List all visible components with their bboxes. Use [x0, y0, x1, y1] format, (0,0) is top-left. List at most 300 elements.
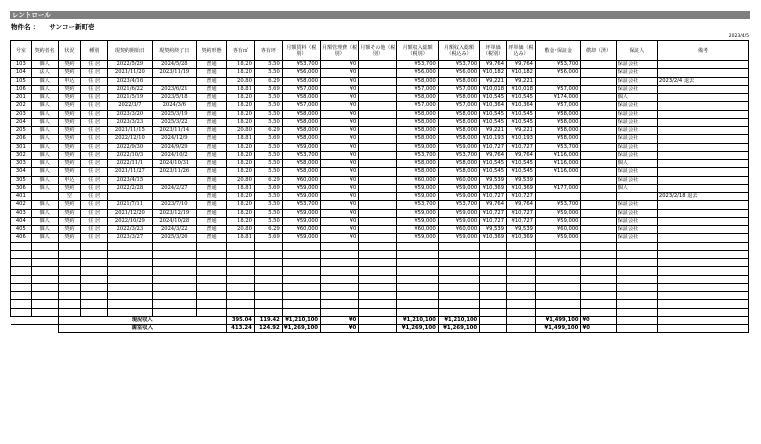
table-cell: 5.50 [254, 110, 282, 118]
table-cell: ¥58,000 [438, 110, 479, 118]
totals-cell: 119.42 [254, 316, 282, 324]
table-cell: 2021/11/27 [108, 168, 152, 176]
table-cell [397, 275, 438, 283]
table-cell: ¥59,000 [282, 217, 320, 225]
table-cell [657, 135, 748, 143]
column-header: 月額賃料（税別） [282, 41, 320, 61]
table-cell [359, 118, 397, 126]
column-header: 備考 [657, 41, 748, 61]
table-cell: 203 [11, 110, 32, 118]
table-cell [31, 193, 58, 201]
table-cell [359, 94, 397, 102]
table-cell: ¥58,000 [397, 135, 438, 143]
table-cell [507, 292, 536, 300]
table-cell [11, 283, 32, 291]
table-cell: 保証会社 [616, 226, 657, 234]
table-cell [657, 234, 748, 242]
table-cell [359, 176, 397, 184]
table-cell [58, 292, 81, 300]
column-header: 契約形態 [197, 41, 227, 61]
table-cell [197, 259, 227, 267]
table-cell: ¥10,545 [480, 118, 507, 126]
table-cell [581, 275, 616, 283]
table-cell [31, 267, 58, 275]
property-label: 物件名 ： [11, 23, 40, 31]
table-cell [152, 77, 196, 85]
table-cell: ¥0 [321, 77, 359, 85]
table-cell [480, 250, 507, 258]
table-cell: 空 [58, 193, 81, 201]
table-cell: ¥9,764 [480, 61, 507, 69]
table-cell: ¥0 [321, 102, 359, 110]
empty-row [11, 242, 749, 250]
table-cell [254, 283, 282, 291]
table-cell: ¥59,000 [438, 193, 479, 201]
table-cell [152, 308, 196, 316]
table-cell [535, 250, 580, 258]
table-cell: 住 居 [81, 127, 108, 135]
table-cell: ¥0 [321, 168, 359, 176]
table-cell [108, 308, 152, 316]
table-cell [81, 259, 108, 267]
table-cell [657, 102, 748, 110]
table-cell: ¥9,539 [507, 226, 536, 234]
empty-row [11, 259, 749, 267]
table-cell: ¥58,000 [282, 127, 320, 135]
table-cell [616, 259, 657, 267]
table-cell [359, 168, 397, 176]
table-cell: 306 [11, 184, 32, 192]
table-cell [657, 184, 748, 192]
table-cell: ¥58,000 [438, 127, 479, 135]
column-header: 敷金･保証金 [535, 41, 580, 61]
table-cell [657, 110, 748, 118]
table-cell: 2023/4/15 [108, 176, 152, 184]
table-cell [616, 250, 657, 258]
table-cell: 保証会社 [616, 127, 657, 135]
table-cell: 2024/12/9 [152, 135, 196, 143]
table-cell: ¥58,000 [535, 135, 580, 143]
table-cell: 106 [11, 85, 32, 93]
table-cell: ¥0 [321, 118, 359, 126]
table-cell: 18.20 [226, 102, 254, 110]
table-cell: 5.50 [254, 143, 282, 151]
table-cell: 406 [11, 234, 32, 242]
column-header: 種別 [81, 41, 108, 61]
table-cell: ¥10,727 [507, 209, 536, 217]
table-cell [359, 160, 397, 168]
table-cell: ¥60,000 [535, 226, 580, 234]
table-cell: 住 居 [81, 209, 108, 217]
table-cell: 18.20 [226, 69, 254, 77]
table-cell [581, 69, 616, 77]
table-cell [226, 259, 254, 267]
table-cell [321, 308, 359, 316]
table-cell [535, 292, 580, 300]
table-cell: 普通 [197, 226, 227, 234]
table-cell: 303 [11, 160, 32, 168]
table-row [11, 102, 749, 110]
table-cell: 18.20 [226, 143, 254, 151]
totals-cell [657, 316, 748, 324]
table-cell: ¥57,000 [397, 102, 438, 110]
table-cell: 保証会社 [616, 110, 657, 118]
table-cell: 普通 [197, 160, 227, 168]
column-header: 坪単価（税別） [480, 41, 507, 61]
table-cell [535, 242, 580, 250]
table-row [11, 118, 749, 126]
table-cell [581, 283, 616, 291]
table-cell: ¥9,221 [480, 127, 507, 135]
table-cell: 契約 [58, 127, 81, 135]
table-row [11, 85, 749, 93]
table-cell: 5.50 [254, 168, 282, 176]
table-cell [321, 283, 359, 291]
table-cell: ¥58,000 [438, 160, 479, 168]
table-cell: 住 居 [81, 184, 108, 192]
table-cell [108, 267, 152, 275]
table-cell [581, 234, 616, 242]
table-cell [657, 300, 748, 308]
table-cell [581, 135, 616, 143]
table-cell: 2023/3/27 [108, 234, 152, 242]
totals-cell [507, 316, 536, 324]
table-cell: 住 居 [81, 135, 108, 143]
table-cell: ¥58,000 [438, 94, 479, 102]
table-cell: 個人 [616, 94, 657, 102]
table-cell: ¥10,364 [480, 102, 507, 110]
table-cell [657, 69, 748, 77]
table-cell [581, 308, 616, 316]
empty-row [11, 292, 749, 300]
table-cell [282, 283, 320, 291]
table-cell [282, 275, 320, 283]
table-cell: 住 居 [81, 160, 108, 168]
table-cell [321, 242, 359, 250]
table-cell [397, 283, 438, 291]
table-cell: 18.81 [226, 135, 254, 143]
totals-cell: 現況収入 [58, 316, 226, 324]
table-cell [58, 267, 81, 275]
table-cell: ¥0 [321, 69, 359, 77]
table-cell [397, 259, 438, 267]
column-header: 月額収入総額（税別） [397, 41, 438, 61]
table-cell [657, 283, 748, 291]
table-cell: ¥0 [321, 226, 359, 234]
table-cell: ¥10,727 [480, 209, 507, 217]
empty-row [11, 267, 749, 275]
table-cell [152, 193, 196, 201]
table-cell: ¥60,000 [438, 176, 479, 184]
table-cell: ¥58,000 [397, 160, 438, 168]
table-cell [616, 267, 657, 275]
table-cell [581, 259, 616, 267]
table-row [11, 77, 749, 85]
table-cell [359, 193, 397, 201]
table-cell: ¥59,000 [397, 234, 438, 242]
table-cell: ¥0 [321, 201, 359, 209]
table-cell: ¥57,000 [438, 85, 479, 93]
table-cell: 2025/3/22 [152, 118, 196, 126]
table-cell [438, 242, 479, 250]
table-cell: ¥0 [321, 184, 359, 192]
table-cell [581, 292, 616, 300]
table-cell [581, 127, 616, 135]
table-cell [480, 242, 507, 250]
table-cell: ¥53,700 [438, 61, 479, 69]
table-cell [11, 275, 32, 283]
table-cell [321, 259, 359, 267]
table-cell: ¥116,000 [535, 168, 580, 176]
table-cell [359, 275, 397, 283]
property-name: サンコー新町壱 [49, 23, 95, 31]
table-cell: 普通 [197, 151, 227, 159]
table-cell: ¥59,000 [438, 184, 479, 192]
totals-cell [31, 325, 58, 333]
table-cell: ¥9,764 [480, 151, 507, 159]
table-cell [226, 300, 254, 308]
table-cell [657, 160, 748, 168]
table-cell [616, 193, 657, 201]
table-cell: 個人 [31, 118, 58, 126]
table-cell: 2022/2/28 [108, 184, 152, 192]
table-cell: ¥53,700 [397, 61, 438, 69]
table-cell: 2022/3/23 [108, 226, 152, 234]
table-cell [359, 85, 397, 93]
table-cell: 個人 [31, 160, 58, 168]
table-cell: ¥57,000 [535, 85, 580, 93]
table-cell: 保証会社 [616, 143, 657, 151]
table-cell: 18.81 [226, 184, 254, 192]
table-cell: 2021/12/20 [108, 209, 152, 217]
table-cell [438, 275, 479, 283]
table-cell: 個人 [31, 217, 58, 225]
table-cell: 205 [11, 127, 32, 135]
table-cell [535, 275, 580, 283]
table-cell: ¥58,000 [282, 135, 320, 143]
table-cell [282, 300, 320, 308]
table-cell: 2025/3/26 [152, 234, 196, 242]
table-cell: 契約 [58, 118, 81, 126]
table-cell: 402 [11, 201, 32, 209]
table-cell: ¥10,369 [480, 234, 507, 242]
table-cell: 保証会社 [616, 209, 657, 217]
table-cell [58, 283, 81, 291]
table-cell: ¥53,700 [282, 201, 320, 209]
table-cell: 個人 [31, 110, 58, 118]
column-header: 月額管理費（税別） [321, 41, 359, 61]
table-cell [657, 168, 748, 176]
table-cell [438, 300, 479, 308]
table-cell [359, 201, 397, 209]
table-cell: 206 [11, 135, 32, 143]
table-cell [657, 275, 748, 283]
report-date: 2023/4/5 [728, 34, 749, 39]
table-cell: 5.50 [254, 102, 282, 110]
table-cell [31, 242, 58, 250]
table-cell [657, 118, 748, 126]
table-cell: 18.20 [226, 61, 254, 69]
table-cell: ¥10,545 [480, 168, 507, 176]
table-cell: ¥56,000 [535, 69, 580, 77]
table-cell: 2022/12/10 [108, 135, 152, 143]
table-header-row [11, 41, 749, 61]
table-cell: 個人 [31, 226, 58, 234]
table-cell: 5.69 [254, 184, 282, 192]
table-cell [657, 292, 748, 300]
table-cell [152, 267, 196, 275]
totals-cell [616, 316, 657, 324]
table-cell [359, 217, 397, 225]
table-cell [359, 300, 397, 308]
table-cell: ¥59,000 [282, 193, 320, 201]
table-cell [152, 176, 196, 184]
table-cell [226, 267, 254, 275]
table-cell: 2024/2/27 [152, 184, 196, 192]
table-cell: ¥0 [321, 234, 359, 242]
table-cell [152, 275, 196, 283]
table-cell: ¥58,000 [282, 110, 320, 118]
table-cell: ¥10,545 [507, 160, 536, 168]
column-header: 状況 [58, 41, 81, 61]
table-row [11, 94, 749, 102]
table-cell [507, 242, 536, 250]
table-cell [152, 259, 196, 267]
table-cell: 2023/3/23 [108, 118, 152, 126]
table-cell [657, 242, 748, 250]
table-cell [507, 275, 536, 283]
table-cell: 普通 [197, 176, 227, 184]
table-cell [11, 292, 32, 300]
table-cell [81, 250, 108, 258]
table-row [11, 209, 749, 217]
table-cell [581, 110, 616, 118]
empty-row [11, 283, 749, 291]
totals-cell: ¥1,210,100 [282, 316, 320, 324]
table-cell [359, 242, 397, 250]
table-cell: ¥9,764 [507, 201, 536, 209]
table-cell [11, 300, 32, 308]
table-cell: 普通 [197, 135, 227, 143]
totals-cell: ¥0 [581, 325, 616, 333]
table-cell: 5.50 [254, 217, 282, 225]
table-cell [197, 275, 227, 283]
table-cell [657, 217, 748, 225]
table-cell: 契約 [58, 168, 81, 176]
table-cell: 404 [11, 217, 32, 225]
table-cell: 保証会社 [616, 102, 657, 110]
table-cell: ¥10,369 [507, 234, 536, 242]
table-cell [58, 308, 81, 316]
table-cell [254, 267, 282, 275]
property-name-line [11, 22, 94, 31]
table-cell: ¥10,369 [480, 184, 507, 192]
table-cell [480, 275, 507, 283]
table-cell [657, 61, 748, 69]
table-cell: 2021/11/20 [108, 69, 152, 77]
table-cell: ¥59,000 [535, 234, 580, 242]
table-cell: ¥0 [321, 176, 359, 184]
totals-cell [11, 325, 32, 333]
table-cell: ¥53,700 [438, 151, 479, 159]
table-cell: 契約 [58, 160, 81, 168]
table-cell: 個人 [31, 94, 58, 102]
totals-cell [359, 325, 397, 333]
table-cell: 契約 [58, 69, 81, 77]
table-cell: 個人 [31, 102, 58, 110]
table-cell [438, 259, 479, 267]
table-cell: 2023/11/14 [152, 127, 196, 135]
table-cell [226, 308, 254, 316]
table-cell [616, 242, 657, 250]
table-cell: 住 居 [81, 110, 108, 118]
table-cell: ¥0 [321, 135, 359, 143]
table-cell: 契約 [58, 151, 81, 159]
table-cell: 18.20 [226, 110, 254, 118]
table-cell: 住 居 [81, 234, 108, 242]
report-title: レントロール [10, 11, 750, 19]
table-cell [226, 275, 254, 283]
table-cell: 2023/4/16 [108, 77, 152, 85]
table-cell: ¥59,000 [282, 209, 320, 217]
table-cell [197, 300, 227, 308]
table-cell [282, 259, 320, 267]
table-cell [58, 275, 81, 283]
table-cell: 304 [11, 168, 32, 176]
table-cell [581, 77, 616, 85]
table-cell [282, 308, 320, 316]
totals-cell [31, 316, 58, 324]
table-cell: 普通 [197, 201, 227, 209]
table-cell: 105 [11, 77, 32, 85]
table-cell: 住 居 [81, 168, 108, 176]
table-cell: 普通 [197, 69, 227, 77]
table-cell: 204 [11, 118, 32, 126]
table-cell: ¥9,539 [480, 176, 507, 184]
table-cell: ¥10,727 [480, 193, 507, 201]
table-cell [480, 259, 507, 267]
table-cell: 住 居 [81, 69, 108, 77]
table-row [11, 184, 749, 192]
table-cell: ¥60,000 [282, 176, 320, 184]
table-cell: ¥10,545 [480, 94, 507, 102]
table-cell [359, 283, 397, 291]
table-cell [31, 283, 58, 291]
table-cell [254, 308, 282, 316]
table-cell: ¥60,000 [397, 176, 438, 184]
table-cell: 保証会社 [616, 77, 657, 85]
table-cell: ¥56,000 [282, 69, 320, 77]
table-cell: 住 居 [81, 77, 108, 85]
table-cell: ¥58,000 [397, 94, 438, 102]
table-cell: ¥10,545 [507, 110, 536, 118]
table-cell: ¥58,000 [282, 77, 320, 85]
table-cell [108, 250, 152, 258]
table-cell [581, 176, 616, 184]
table-cell [152, 300, 196, 308]
table-cell [108, 300, 152, 308]
table-cell: ¥58,000 [535, 118, 580, 126]
table-cell: 2023/11/19 [152, 69, 196, 77]
totals-cell: ¥0 [581, 316, 616, 324]
table-row [11, 201, 749, 209]
table-cell [359, 151, 397, 159]
table-cell [197, 267, 227, 275]
table-cell [359, 250, 397, 258]
table-cell: 20.80 [226, 176, 254, 184]
table-cell: 個人 [31, 184, 58, 192]
table-cell [616, 300, 657, 308]
